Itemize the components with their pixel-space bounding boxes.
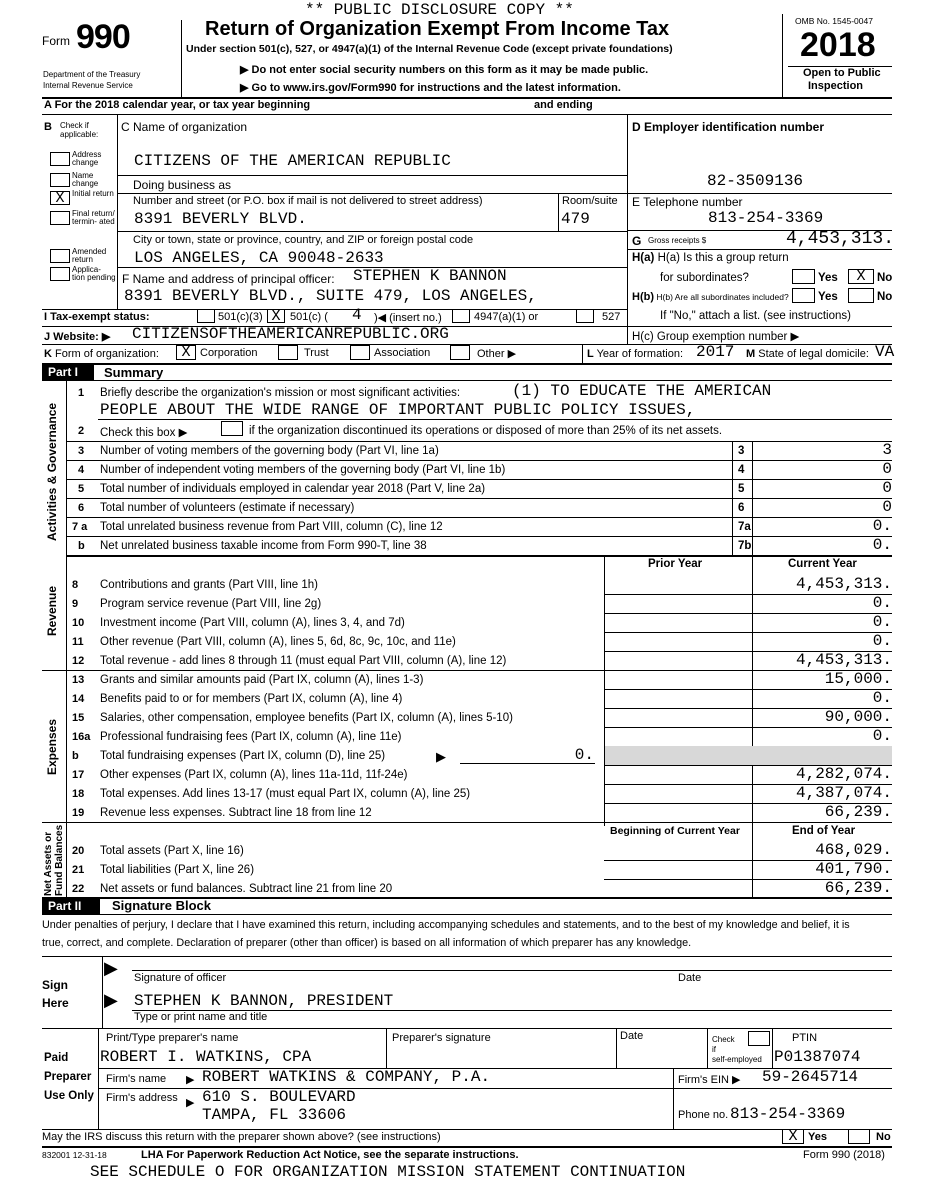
gov-value: 0.: [872, 536, 892, 554]
current-value: 401,790.: [815, 860, 892, 878]
tax-year: 2018: [800, 26, 876, 64]
current-value: 0.: [872, 689, 892, 707]
line-label: Other revenue (Part VIII, column (A), lines 5, 6d, 8c, 9c, 10c, and 11e): [100, 636, 456, 648]
line2-text: if the organization discontinued its operations or disposed of more than 25% of its net assets.: [249, 425, 723, 437]
line-number: 13: [72, 674, 85, 686]
part-ii-tag: Part II: [42, 898, 100, 914]
h-a-label: H(a) H(a) Is this a group return: [632, 252, 789, 264]
street-value: 8391 BEVERLY BLVD.: [134, 210, 307, 228]
current-value: 0.: [872, 594, 892, 612]
form-label: Form: [42, 34, 70, 48]
form-code: 832001 12-31-18: [42, 1150, 107, 1160]
line-label: Program service revenue (Part VIII, line 2g): [100, 598, 322, 610]
section-b-checkbox[interactable]: [50, 267, 70, 281]
current-value: 4,282,074.: [795, 765, 892, 783]
perjury-line-1: Under penalties of perjury, I declare that I have examined this return, including accompanying schedules and statements, and to the best of my knowledge and belief, it is: [42, 919, 850, 931]
row-divider: [66, 479, 892, 480]
line2-label: Check this box ▶: [100, 427, 188, 439]
line-number: 21: [72, 864, 85, 876]
form-subtitle: Under section 501(c), 527, or 4947(a)(1) of the Internal Revenue Code (except private foundations): [186, 43, 673, 55]
ha-yes-label: Yes: [818, 272, 838, 284]
gov-value: 0: [882, 479, 892, 497]
firm-ein: 59-2645714: [762, 1068, 859, 1086]
discuss-no-checkbox[interactable]: [848, 1129, 870, 1144]
h-c-label: H(c) Group exemption number ▶: [632, 331, 800, 343]
line-number: 17: [72, 769, 85, 781]
line-label: Total expenses. Add lines 13-17 (must equal Part IX, column (A), line 25): [100, 788, 471, 800]
year-formation-label: L Year of formation:: [587, 348, 683, 360]
website-label: J Website: ▶: [44, 331, 111, 343]
ha-yes-checkbox[interactable]: [792, 269, 815, 284]
current-value: 66,239.: [824, 803, 892, 821]
firm-ein-label: Firm's EIN ▶: [678, 1074, 741, 1086]
inline-underline: [460, 763, 595, 764]
officer-label: F Name and address of principal officer:: [122, 272, 335, 286]
line-label: Total revenue - add lines 8 through 11 (must equal Part VIII, column (A), line 12): [100, 655, 507, 667]
section-b-checkbox[interactable]: [50, 152, 70, 166]
mission-line-2: PEOPLE ABOUT THE WIDE RANGE OF IMPORTANT PUBLIC POLICY ISSUES,: [100, 401, 696, 419]
line-number: 15: [72, 712, 85, 724]
schedule-o-note: SEE SCHEDULE O FOR ORGANIZATION MISSION STATEMENT CONTINUATION: [90, 1163, 686, 1181]
gov-line-number: 7 a: [72, 521, 88, 533]
form-of-org-label: K Form of organization:: [44, 348, 159, 360]
trust-label: Trust: [304, 347, 329, 359]
corporation-label: Corporation: [200, 347, 258, 359]
gov-line-number: 3: [78, 445, 85, 457]
sign-arrow-icon: ▶: [104, 958, 118, 978]
here-label: Here: [42, 996, 69, 1010]
preparer-signature-label: Preparer's signature: [392, 1032, 491, 1044]
use-only-label: Use Only: [44, 1090, 94, 1102]
gov-value: 0: [882, 498, 892, 516]
row-divider: [66, 460, 892, 461]
gov-line-label: Total number of individuals employed in calendar year 2018 (Part V, line 2a): [100, 483, 486, 495]
line-label: Net assets or fund balances. Subtract line 21 from line 20: [100, 883, 393, 895]
hb-no-checkbox[interactable]: [848, 288, 874, 303]
501c-label: 501(c) (: [290, 311, 328, 323]
city-value: LOS ANGELES, CA 90048-2633: [134, 249, 384, 267]
gov-line-label: Number of independent voting members of the governing body (Part VI, line 1b): [100, 464, 506, 476]
check-if: Check if: [60, 121, 89, 130]
discuss-yes-label: Yes: [808, 1131, 827, 1143]
hb-yes-label: Yes: [818, 291, 838, 303]
current-value: 4,387,074.: [795, 784, 892, 802]
501c3-checkbox[interactable]: [197, 309, 215, 323]
section-b-item-label: Final return/ termin- ated: [72, 209, 115, 226]
room-label: Room/suite: [562, 195, 618, 207]
current-value: 0.: [872, 613, 892, 631]
line-a-ending: and ending: [534, 99, 593, 111]
side-expenses: Expenses: [45, 718, 59, 775]
hb-no-label: No: [877, 291, 893, 303]
section-b-item-label: Initial return: [72, 189, 114, 198]
firm-address-label: Firm's address: [106, 1092, 178, 1104]
line-number: 19: [72, 807, 85, 819]
association-label: Association: [374, 347, 431, 359]
section-b-item-label: Address change: [72, 150, 102, 167]
current-value: 66,239.: [824, 879, 892, 897]
type-print-label: Type or print name and title: [134, 1011, 268, 1023]
room-value: 479: [561, 210, 590, 228]
preparer-date-label: Date: [620, 1030, 644, 1042]
line-number: b: [72, 750, 79, 762]
section-b-label: B: [44, 121, 52, 133]
officer-name: STEPHEN K BANNON: [353, 267, 507, 285]
line-label: Total liabilities (Part X, line 26): [100, 864, 255, 876]
current-value: 0.: [872, 632, 892, 650]
501c-number: 4: [352, 306, 362, 324]
section-c-label: C Name of organization: [121, 120, 248, 134]
shaded-cell: [605, 746, 892, 765]
gov-line-label: Total unrelated business revenue from Part VIII, column (C), line 12: [100, 521, 443, 533]
form-title: Return of Organization Exempt From Income Tax: [205, 18, 670, 40]
gov-line-number: 4: [78, 464, 85, 476]
h-b-label: H(b) H(b) Are all subordinates included?: [632, 291, 789, 303]
line-label: Revenue less expenses. Subtract line 18 from line 12: [100, 807, 372, 819]
ptin-label: PTIN: [792, 1032, 818, 1044]
officer-address: 8391 BEVERLY BLVD., SUITE 479, LOS ANGELES,: [124, 287, 537, 305]
firm-phone: 813-254-3369: [730, 1105, 846, 1123]
line-number: 12: [72, 655, 85, 667]
527-checkbox[interactable]: [576, 309, 594, 323]
firm-arrow-icon: ▶: [186, 1074, 195, 1086]
line1-label: Briefly describe the organization's mission or most significant activities:: [100, 387, 461, 399]
state-label: M State of legal domicile:: [746, 348, 869, 360]
association-checkbox[interactable]: [350, 345, 370, 360]
corporation-checkbox[interactable]: X: [176, 345, 196, 360]
form-footer-id: Form 990 (2018): [803, 1149, 885, 1161]
self-employed-label: self-employed: [712, 1055, 762, 1064]
firm-name: ROBERT WATKINS & COMPANY, P.A.: [202, 1068, 491, 1086]
lha-notice: LHA For Paperwork Reduction Act Notice, see the separate instructions.: [141, 1149, 519, 1161]
form-number: 990: [76, 18, 130, 56]
phone-value: 813-254-3369: [708, 209, 824, 227]
mission-line-1: (1) TO EDUCATE THE AMERICAN: [512, 382, 772, 400]
gov-box-label: 6: [738, 502, 745, 514]
section-b-checkbox[interactable]: [50, 249, 70, 263]
insert-label: )◀ (insert no.): [374, 312, 442, 324]
check-label: Check: [712, 1035, 735, 1044]
other-label: Other ▶: [477, 348, 517, 360]
arrow-icon: ▶: [436, 749, 446, 764]
self-employed-checkbox[interactable]: [748, 1031, 770, 1046]
dept-line2: Internal Revenue Service: [43, 81, 133, 90]
org-name: CITIZENS OF THE AMERICAN REPUBLIC: [134, 152, 451, 170]
boy-header: Beginning of Current Year: [610, 825, 740, 837]
line-number: 8: [72, 579, 79, 591]
line-number: 9: [72, 598, 79, 610]
part-i-tag: Part I: [42, 364, 94, 380]
current-value: 4,453,313.: [795, 575, 892, 593]
ssn-warning: ▶ Do not enter social security numbers on this form as it may be made public.: [240, 64, 649, 76]
501c3-label: 501(c)(3): [218, 311, 263, 323]
line-number: 18: [72, 788, 85, 800]
open-public-1: Open to Public: [803, 67, 881, 79]
firm-phone-label: Phone no.: [678, 1109, 729, 1121]
row-divider: [66, 517, 892, 518]
other-checkbox[interactable]: [450, 345, 470, 360]
current-value: 468,029.: [815, 841, 892, 859]
preparer-label: Preparer: [44, 1071, 92, 1083]
prior-year-header: Prior Year: [648, 558, 703, 570]
gov-box-label: 7a: [738, 521, 751, 533]
side-revenue: Revenue: [45, 585, 59, 636]
line-label: Professional fundraising fees (Part IX, column (A), line 11e): [100, 731, 402, 743]
sign-label: Sign: [42, 978, 68, 992]
signer-name: STEPHEN K BANNON, PRESIDENT: [134, 992, 394, 1010]
city-label: City or town, state or province, country, and ZIP or foreign postal code: [133, 234, 474, 246]
line-label: Investment income (Part VIII, column (A), lines 3, 4, and 7d): [100, 617, 405, 629]
row-divider: [604, 632, 892, 633]
website-value[interactable]: CITIZENSOFTHEAMERICANREPUBLIC.ORG: [132, 325, 449, 343]
ha-no-checkbox[interactable]: X: [848, 269, 874, 284]
row-divider: [66, 498, 892, 499]
eoy-header: End of Year: [792, 825, 856, 837]
section-b-checkbox[interactable]: [50, 211, 70, 225]
gov-box-label: 4: [738, 464, 745, 476]
gov-value: 0: [882, 460, 892, 478]
applicable: applicable:: [60, 130, 99, 139]
instructions-link[interactable]: ▶ Go to www.irs.gov/Form990 for instructions and the latest information.: [240, 82, 621, 94]
open-public-2: Inspection: [808, 80, 864, 92]
firm-name-label: Firm's name: [106, 1073, 167, 1085]
dba-label: Doing business as: [133, 178, 232, 192]
4947-checkbox[interactable]: [452, 309, 470, 323]
gov-line-number: 5: [78, 483, 85, 495]
discuss-question: May the IRS discuss this return with the preparer shown above? (see instructions): [42, 1131, 441, 1143]
side-net-assets: Net Assets or Fund Balances: [43, 824, 65, 896]
501c-checkbox[interactable]: X: [267, 309, 285, 323]
527-label: 527: [602, 311, 621, 323]
ha-no-label: No: [877, 272, 893, 284]
part-ii-title: Signature Block: [112, 898, 211, 913]
dept-line1: Department of the Treasury: [43, 70, 141, 79]
row-divider: [66, 536, 892, 537]
sign-arrow-icon-2: ▶: [104, 990, 118, 1010]
firm-address-2: TAMPA, FL 33606: [202, 1106, 347, 1124]
line-label: Benefits paid to or for members (Part IX, column (A), line 4): [100, 693, 403, 705]
line-number: 16a: [72, 731, 91, 743]
discontinued-checkbox[interactable]: [221, 421, 243, 436]
side-activities: Activities & Governance: [45, 402, 59, 541]
gov-line-label: Number of voting members of the governing body (Part VI, line 1a): [100, 445, 439, 457]
paid-label: Paid: [44, 1052, 69, 1064]
gov-line-number: b: [78, 540, 85, 552]
street-label: Number and street (or P.O. box if mail is not delivered to street address): [133, 195, 483, 207]
gov-value: 0.: [872, 517, 892, 535]
row-divider: [604, 689, 892, 690]
hb-note: If "No," attach a list. (see instructions): [660, 310, 851, 322]
ein-value: 82-3509136: [707, 172, 804, 190]
current-value: 15,000.: [824, 670, 892, 688]
gov-line-label: Net unrelated business taxable income from Form 990-T, line 38: [100, 540, 427, 552]
line-label: Total fundraising expenses (Part IX, column (D), line 25): [100, 750, 386, 762]
line-number: 14: [72, 693, 85, 705]
preparer-name-label: Print/Type preparer's name: [106, 1032, 239, 1044]
section-b-item-label: Name change: [72, 171, 99, 188]
section-b-item-label: Amended return: [72, 247, 107, 264]
section-b-item-label: Applica- tion pending: [72, 265, 116, 282]
gross-small: Gross receipts $: [648, 236, 707, 245]
inline-value: 0.: [574, 746, 594, 764]
current-value: 0.: [872, 727, 892, 745]
line-label: Salaries, other compensation, employee benefits (Part IX, column (A), lines 5-10): [100, 712, 513, 724]
ein-label: D Employer identification number: [632, 120, 825, 134]
current-value: 90,000.: [824, 708, 892, 726]
state-value: VA: [875, 343, 895, 361]
gov-line-number: 6: [78, 502, 85, 514]
hb-yes-checkbox[interactable]: [792, 288, 815, 303]
current-value: 4,453,313.: [795, 651, 892, 669]
line-number: 20: [72, 845, 85, 857]
discuss-yes-checkbox[interactable]: X: [782, 1129, 804, 1144]
row-divider: [604, 594, 892, 595]
ptin-value: P01387074: [774, 1048, 861, 1066]
h-a2-label: for subordinates?: [660, 272, 749, 284]
phone-label: E Telephone number: [632, 195, 743, 209]
gov-box-label: 7b: [738, 540, 752, 552]
current-year-header: Current Year: [788, 558, 857, 570]
trust-checkbox[interactable]: [278, 345, 298, 360]
gov-box-label: 3: [738, 445, 745, 457]
4947-label: 4947(a)(1) or: [474, 311, 539, 323]
line-label: Grants and similar amounts paid (Part IX, column (A), lines 1-3): [100, 674, 424, 686]
gross-value: 4,453,313.: [786, 229, 895, 249]
omb-number: OMB No. 1545-0047: [795, 16, 873, 26]
preparer-name: ROBERT I. WATKINS, CPA: [100, 1048, 312, 1066]
signature-of-officer-label: Signature of officer: [134, 972, 227, 984]
row-divider: [604, 613, 892, 614]
gov-box-label: 5: [738, 483, 745, 495]
line1-num: 1: [78, 387, 85, 399]
officer-date-label: Date: [678, 972, 702, 984]
line-label: Total assets (Part X, line 16): [100, 845, 244, 857]
line2-num: 2: [78, 425, 85, 437]
gross-label: G: [632, 234, 642, 248]
line-number: 10: [72, 617, 85, 629]
firm-address-1: 610 S. BOULEVARD: [202, 1088, 356, 1106]
section-b-checkbox[interactable]: [50, 173, 70, 187]
year-formation-value: 2017: [696, 343, 735, 361]
discuss-no-label: No: [876, 1131, 891, 1143]
line-number: 11: [72, 636, 84, 648]
line-number: 22: [72, 883, 85, 895]
line-a-label: A For the 2018 calendar year, or tax year beginning: [44, 99, 311, 111]
gov-line-label: Total number of volunteers (estimate if necessary): [100, 502, 355, 514]
part-i-title: Summary: [104, 365, 164, 380]
row-divider: [604, 727, 892, 728]
public-disclosure-banner: ** PUBLIC DISCLOSURE COPY **: [305, 1, 574, 19]
perjury-line-2: true, correct, and complete. Declaration of preparer (other than officer) is based on all information of which preparer has any knowledge.: [42, 937, 692, 949]
if-label: if: [712, 1045, 716, 1054]
section-b-checkbox[interactable]: X: [50, 191, 70, 205]
tax-exempt-label: I Tax-exempt status:: [44, 311, 150, 323]
line-label: Contributions and grants (Part VIII, line 1h): [100, 579, 318, 591]
line-label: Other expenses (Part IX, column (A), lines 11a-11d, 11f-24e): [100, 769, 408, 781]
gov-value: 3: [882, 441, 892, 459]
address-arrow-icon: ▶: [186, 1097, 195, 1109]
